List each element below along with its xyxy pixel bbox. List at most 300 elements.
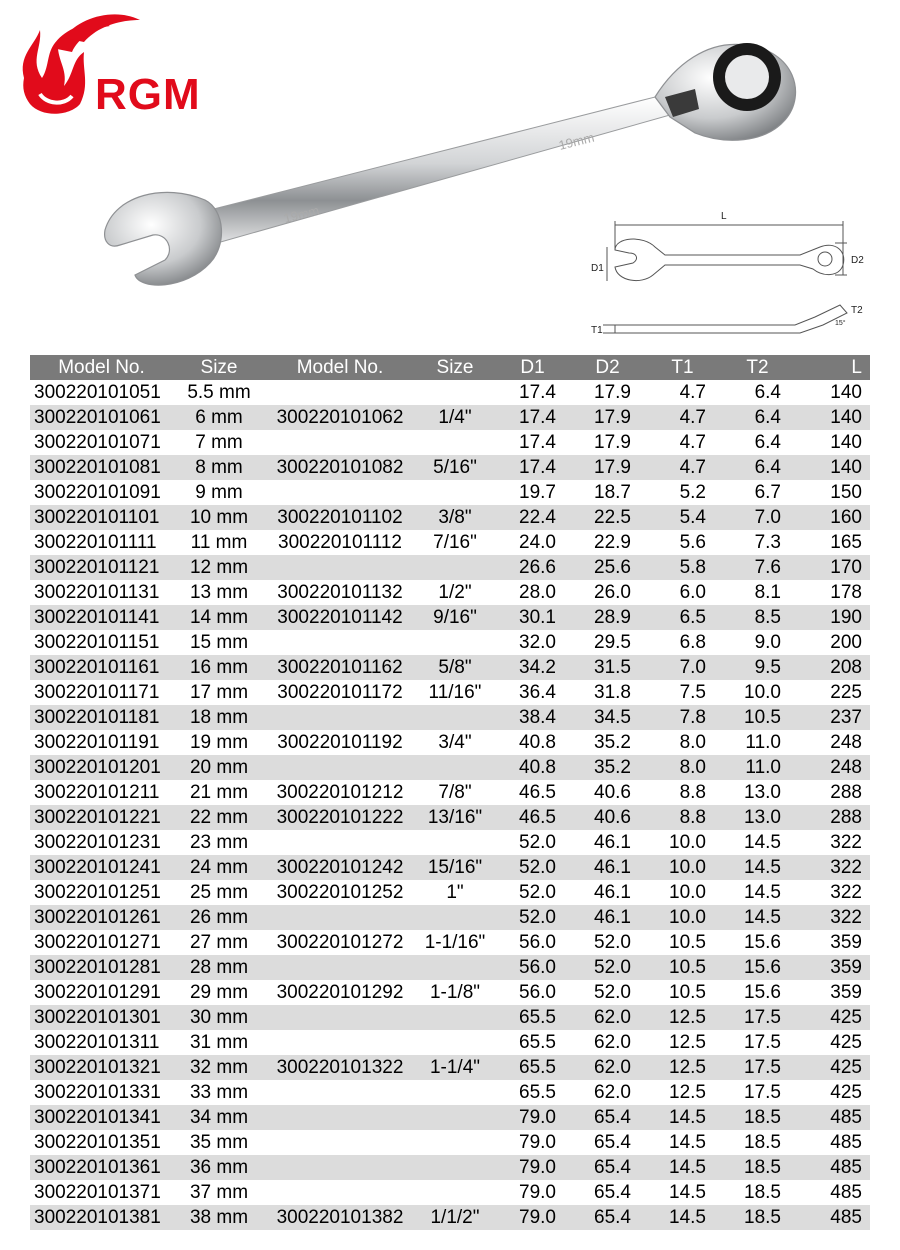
table-cell: 170: [795, 555, 870, 580]
table-row: [30, 980, 870, 1005]
table-row: [30, 780, 870, 805]
table-cell: 10.5: [669, 982, 706, 1003]
table-cell: 300220101261: [30, 905, 173, 930]
table-cell: [265, 1130, 415, 1155]
table-cell: 8.0: [679, 732, 706, 753]
table-cell: 300220101201: [30, 755, 173, 780]
table-row: [30, 380, 870, 405]
table-cell: 9 mm: [195, 482, 243, 503]
table-cell: 5/16": [415, 455, 495, 480]
table-cell: 425: [830, 1032, 862, 1053]
table-row: [30, 630, 870, 655]
table-cell: 18.5: [720, 1155, 795, 1180]
table-cell: 65.4: [570, 1205, 645, 1230]
table-cell: 6 mm: [173, 405, 265, 430]
table-cell: 79.0: [495, 1205, 570, 1230]
table-cell: 26.6: [495, 555, 570, 580]
table-cell: 12 mm: [173, 555, 265, 580]
table-cell: [265, 1080, 415, 1105]
table-cell: 6.0: [679, 582, 706, 603]
table-cell: 10.0: [669, 882, 706, 903]
table-cell: 300220101221: [30, 805, 173, 830]
table-cell: 28.0: [519, 582, 556, 603]
table-cell: 300220101131: [34, 582, 160, 603]
table-cell: 8.8: [645, 805, 720, 830]
table-cell: 6.4: [754, 382, 781, 403]
table-cell: 34 mm: [173, 1105, 265, 1130]
table-cell: [415, 1030, 495, 1055]
table-cell: 17.5: [720, 1055, 795, 1080]
table-cell: 190: [795, 605, 870, 630]
table-cell: 46.5: [495, 805, 570, 830]
table-cell: 300220101061: [30, 405, 173, 430]
table-row: [30, 430, 870, 455]
table-cell: 425: [795, 1055, 870, 1080]
table-cell: 15.6: [744, 982, 781, 1003]
table-cell: 12.5: [669, 1032, 706, 1053]
table-cell: 6.5: [645, 605, 720, 630]
table-cell: [265, 480, 415, 505]
table-cell: 208: [795, 655, 870, 680]
table-cell: 178: [830, 582, 862, 603]
table-cell: 40.8: [495, 755, 570, 780]
table-cell: 18.5: [720, 1105, 795, 1130]
table-cell: 36 mm: [173, 1155, 265, 1180]
table-cell: 359: [795, 955, 870, 980]
table-cell: 18 mm: [173, 705, 265, 730]
table-cell: 14.5: [744, 882, 781, 903]
table-cell: 65.4: [570, 1105, 645, 1130]
table-cell: 1/1/2": [415, 1205, 495, 1230]
table-cell: 29 mm: [189, 982, 249, 1003]
table-cell: 16 mm: [173, 655, 265, 680]
table-cell: 26.0: [594, 582, 631, 603]
table-cell: 300220101331: [34, 1082, 161, 1103]
table-cell: 11/16": [428, 682, 482, 703]
l-header: L: [795, 355, 870, 380]
table-cell: [415, 830, 495, 855]
table-cell: 5.6: [679, 532, 706, 553]
table-cell: [265, 380, 415, 405]
table-cell: 7.0: [720, 505, 795, 530]
table-cell: 14.5: [720, 905, 795, 930]
table-cell: 322: [830, 832, 862, 853]
table-cell: 31 mm: [189, 1032, 249, 1053]
table-cell: 17.4: [495, 405, 570, 430]
table-cell: 14 mm: [173, 605, 265, 630]
table-cell: 359: [830, 982, 862, 1003]
table-cell: 12.5: [645, 1005, 720, 1030]
table-row: [30, 955, 870, 980]
table-row: [30, 1055, 870, 1080]
table-cell: 65.4: [570, 1155, 645, 1180]
table-cell: 485: [795, 1155, 870, 1180]
table-cell: 300220101161: [30, 655, 173, 680]
table-cell: 248: [795, 755, 870, 780]
d1-header: D1: [495, 355, 570, 380]
table-cell: 300220101192: [277, 732, 403, 753]
table-cell: 4.7: [645, 405, 720, 430]
table-cell: 24 mm: [173, 855, 265, 880]
table-cell: 1/2": [438, 582, 472, 603]
table-cell: 52.0: [495, 855, 570, 880]
table-cell: 300220101181: [30, 705, 173, 730]
table-cell: 248: [830, 732, 862, 753]
table-cell: 8.5: [720, 605, 795, 630]
table-cell: 300220101382: [265, 1205, 415, 1230]
table-cell: 5.8: [645, 555, 720, 580]
table-cell: 300220101321: [30, 1055, 173, 1080]
table-cell: 23 mm: [189, 832, 249, 853]
table-row: [30, 530, 870, 555]
table-cell: 6.4: [720, 455, 795, 480]
table-cell: 52.0: [519, 882, 556, 903]
table-row: [30, 705, 870, 730]
table-cell: 140: [830, 432, 862, 453]
table-cell: 17.5: [744, 1032, 781, 1053]
table-row: [30, 1080, 870, 1105]
table-row: [30, 930, 870, 955]
table-cell: [415, 905, 495, 930]
table-cell: 300220101351: [34, 1132, 161, 1153]
table-cell: 5.5 mm: [187, 382, 251, 403]
table-cell: 8 mm: [173, 455, 265, 480]
table-cell: 300220101081: [30, 455, 173, 480]
table-cell: 8.1: [754, 582, 781, 603]
table-row: [30, 755, 870, 780]
table-cell: 300220101271: [34, 932, 161, 953]
table-cell: 5.2: [679, 482, 706, 503]
table-cell: [265, 430, 415, 455]
table-cell: 140: [830, 382, 862, 403]
table-cell: 300220101091: [34, 482, 161, 503]
table-cell: 18.7: [594, 482, 631, 503]
size-header: Size: [173, 355, 265, 380]
table-cell: 1-1/4": [415, 1055, 495, 1080]
table-cell: 300220101112: [278, 532, 402, 553]
table-cell: 56.0: [495, 955, 570, 980]
table-cell: 237: [795, 705, 870, 730]
table-cell: 28 mm: [173, 955, 265, 980]
table-row: [30, 480, 870, 505]
table-cell: 11.0: [720, 755, 795, 780]
table-cell: 9.0: [754, 632, 781, 653]
table-cell: 34.2: [495, 655, 570, 680]
table-cell: 52.0: [495, 905, 570, 930]
table-cell: 300220101291: [34, 982, 161, 1003]
table-cell: 300220101272: [276, 932, 404, 953]
table-cell: 485: [795, 1105, 870, 1130]
table-row: [30, 1155, 870, 1180]
table-cell: 14.5: [645, 1155, 720, 1180]
table-cell: 79.0: [495, 1105, 570, 1130]
table-cell: 38.4: [495, 705, 570, 730]
model-no-inch-header: Model No.: [265, 355, 415, 380]
table-cell: 21 mm: [189, 782, 249, 803]
table-cell: 485: [830, 1182, 862, 1203]
table-row: [30, 455, 870, 480]
brand-name: RGM: [95, 70, 201, 119]
table-body: [30, 380, 870, 1230]
table-cell: 79.0: [519, 1182, 556, 1203]
table-cell: 9/16": [415, 605, 495, 630]
diagram-label-D1: D1: [591, 263, 604, 274]
table-cell: 65.5: [519, 1032, 556, 1053]
table-cell: 485: [795, 1205, 870, 1230]
table-cell: 35.2: [594, 732, 631, 753]
table-cell: 300220101121: [30, 555, 173, 580]
table-cell: [415, 1180, 495, 1205]
table-cell: 27 mm: [189, 932, 249, 953]
size-inch-header: Size: [415, 355, 495, 380]
d2-header: D2: [570, 355, 645, 380]
spec-table: [30, 355, 870, 1230]
table-cell: 300220101111: [34, 532, 157, 553]
table-row: [30, 680, 870, 705]
table-cell: 12.5: [645, 1055, 720, 1080]
table-cell: 13.0: [744, 782, 781, 803]
table-cell: [265, 905, 415, 930]
table-cell: 300220101142: [265, 605, 415, 630]
table-cell: [265, 955, 415, 980]
table-cell: 20 mm: [173, 755, 265, 780]
table-cell: 1": [446, 882, 464, 903]
table-row: [30, 505, 870, 530]
table-cell: 52.0: [594, 982, 631, 1003]
t2-header: T2: [720, 355, 795, 380]
table-cell: [265, 555, 415, 580]
table-row: [30, 1105, 870, 1130]
table-cell: 300220101301: [30, 1005, 173, 1030]
table-cell: 225: [830, 682, 862, 703]
table-cell: 13.0: [720, 805, 795, 830]
diagram-label-T1: T1: [591, 325, 603, 336]
table-cell: 25 mm: [189, 882, 249, 903]
table-cell: 300220101071: [34, 432, 161, 453]
table-cell: 14.5: [645, 1205, 720, 1230]
table-cell: 17.9: [570, 455, 645, 480]
table-cell: 40.8: [519, 732, 556, 753]
table-cell: 56.0: [519, 982, 556, 1003]
table-cell: 6.4: [754, 432, 781, 453]
table-cell: 10.0: [669, 832, 706, 853]
table-cell: 8.0: [645, 755, 720, 780]
table-cell: 19 mm: [189, 732, 249, 753]
table-cell: 288: [830, 782, 862, 803]
table-cell: 300220101311: [34, 1032, 160, 1053]
table-cell: [415, 1155, 495, 1180]
table-cell: 52.0: [570, 955, 645, 980]
table-row: [30, 805, 870, 830]
table-cell: 31.8: [594, 682, 631, 703]
table-cell: 300220101162: [265, 655, 415, 680]
table-cell: 40.6: [570, 805, 645, 830]
table-cell: [415, 1005, 495, 1030]
table-cell: 30 mm: [173, 1005, 265, 1030]
table-cell: [415, 480, 495, 505]
table-cell: 300220101211: [34, 782, 160, 803]
table-cell: 3/8": [415, 505, 495, 530]
table-cell: 10.0: [744, 682, 781, 703]
table-cell: [265, 1030, 415, 1055]
table-cell: 22.4: [495, 505, 570, 530]
table-cell: 288: [795, 805, 870, 830]
table-cell: 300220101241: [30, 855, 173, 880]
table-cell: 300220101231: [34, 832, 161, 853]
table-cell: 6.4: [720, 405, 795, 430]
table-cell: 300220101281: [30, 955, 173, 980]
table-cell: 46.5: [519, 782, 556, 803]
table-cell: 38 mm: [173, 1205, 265, 1230]
diagram-label-D2: D2: [851, 255, 864, 266]
table-cell: 300220101381: [30, 1205, 173, 1230]
table-row: [30, 1130, 870, 1155]
table-cell: 17.5: [744, 1082, 781, 1103]
table-cell: 6.8: [679, 632, 706, 653]
table-cell: [265, 1105, 415, 1130]
table-cell: 322: [830, 882, 862, 903]
table-cell: [265, 755, 415, 780]
table-cell: 17 mm: [189, 682, 249, 703]
table-cell: 30.1: [495, 605, 570, 630]
table-row: [30, 580, 870, 605]
table-cell: 300220101132: [277, 582, 403, 603]
table-cell: 322: [795, 905, 870, 930]
table-cell: 300220101172: [277, 682, 403, 703]
table-cell: 29.5: [594, 632, 631, 653]
table-cell: 300220101141: [30, 605, 173, 630]
table-cell: 11 mm: [190, 532, 248, 553]
table-cell: 485: [830, 1132, 862, 1153]
table-cell: 10 mm: [173, 505, 265, 530]
table-cell: 22.9: [594, 532, 631, 553]
table-cell: 62.0: [570, 1005, 645, 1030]
table-cell: 140: [795, 455, 870, 480]
table-cell: [415, 430, 495, 455]
table-cell: 300220101371: [34, 1182, 161, 1203]
table-cell: 7.5: [679, 682, 706, 703]
table-cell: [415, 705, 495, 730]
table-cell: 40.6: [594, 782, 631, 803]
table-cell: 14.5: [645, 1105, 720, 1130]
table-cell: 425: [830, 1082, 862, 1103]
table-cell: 35 mm: [189, 1132, 249, 1153]
table-cell: 65.4: [594, 1132, 631, 1153]
table-cell: 300220101151: [34, 632, 160, 653]
table-cell: 8.8: [679, 782, 706, 803]
table-cell: 14.5: [720, 855, 795, 880]
table-cell: 62.0: [570, 1055, 645, 1080]
table-cell: [265, 705, 415, 730]
table-cell: 10.5: [720, 705, 795, 730]
table-cell: 22 mm: [173, 805, 265, 830]
table-row: [30, 1005, 870, 1030]
table-cell: [265, 1005, 415, 1030]
table-cell: [265, 630, 415, 655]
table-cell: 3/4": [438, 732, 472, 753]
table-cell: 150: [830, 482, 862, 503]
table-cell: 17.4: [519, 432, 556, 453]
table-cell: 46.1: [570, 905, 645, 930]
table-cell: 19.7: [519, 482, 556, 503]
table-cell: 25.6: [570, 555, 645, 580]
table-cell: 300220101251: [34, 882, 161, 903]
table-cell: 31.5: [570, 655, 645, 680]
table-cell: 32 mm: [173, 1055, 265, 1080]
table-cell: 17.9: [594, 382, 631, 403]
table-cell: 65.5: [495, 1005, 570, 1030]
table-cell: 10.0: [645, 905, 720, 930]
table-cell: 10.0: [645, 855, 720, 880]
table-cell: 17.5: [720, 1005, 795, 1030]
table-cell: 14.5: [669, 1182, 706, 1203]
table-cell: 9.5: [720, 655, 795, 680]
table-row: [30, 1180, 870, 1205]
table-cell: [415, 755, 495, 780]
table-cell: 10.5: [645, 955, 720, 980]
table-cell: 52.0: [594, 932, 631, 953]
table-cell: 14.5: [744, 832, 781, 853]
diagram-label-angle: 15°: [835, 320, 846, 327]
table-cell: 300220101292: [276, 982, 404, 1003]
table-row: [30, 905, 870, 930]
table-cell: 300220101082: [265, 455, 415, 480]
table-cell: 5/8": [415, 655, 495, 680]
table-cell: [415, 630, 495, 655]
table-cell: 300220101062: [265, 405, 415, 430]
table-cell: 200: [830, 632, 862, 653]
table-header-row: [30, 355, 870, 380]
table-cell: 17.4: [519, 382, 556, 403]
table-cell: 17.9: [570, 405, 645, 430]
table-cell: 6.7: [754, 482, 781, 503]
table-cell: 79.0: [495, 1155, 570, 1180]
table-cell: 359: [830, 932, 862, 953]
table-cell: 7/16": [433, 532, 477, 553]
table-cell: 165: [830, 532, 862, 553]
table-cell: 18.5: [720, 1205, 795, 1230]
table-cell: [415, 1130, 495, 1155]
table-cell: 300220101252: [276, 882, 404, 903]
table-cell: 425: [795, 1005, 870, 1030]
table-cell: 79.0: [519, 1132, 556, 1153]
table-cell: 300220101102: [265, 505, 415, 530]
diagram-label-L: L: [721, 211, 727, 222]
table-cell: 14.5: [669, 1132, 706, 1153]
table-cell: 24.0: [519, 532, 556, 553]
table-cell: 28.9: [570, 605, 645, 630]
table-cell: 1-1/16": [424, 932, 486, 953]
table-cell: 37 mm: [189, 1182, 249, 1203]
table-cell: 1-1/8": [429, 982, 481, 1003]
table-cell: 13 mm: [189, 582, 249, 603]
table-cell: 7/8": [438, 782, 472, 803]
table-cell: 46.1: [570, 855, 645, 880]
table-cell: 140: [795, 405, 870, 430]
table-cell: 62.0: [594, 1082, 631, 1103]
table-row: [30, 655, 870, 680]
table-cell: [415, 380, 495, 405]
table-row: [30, 1030, 870, 1055]
table-cell: 36.4: [519, 682, 556, 703]
table-cell: 300220101051: [34, 382, 161, 403]
table-cell: 322: [795, 855, 870, 880]
table-cell: 22.5: [570, 505, 645, 530]
t1-header: T1: [645, 355, 720, 380]
table-cell: 300220101222: [265, 805, 415, 830]
table-row: [30, 855, 870, 880]
table-cell: 4.7: [645, 455, 720, 480]
